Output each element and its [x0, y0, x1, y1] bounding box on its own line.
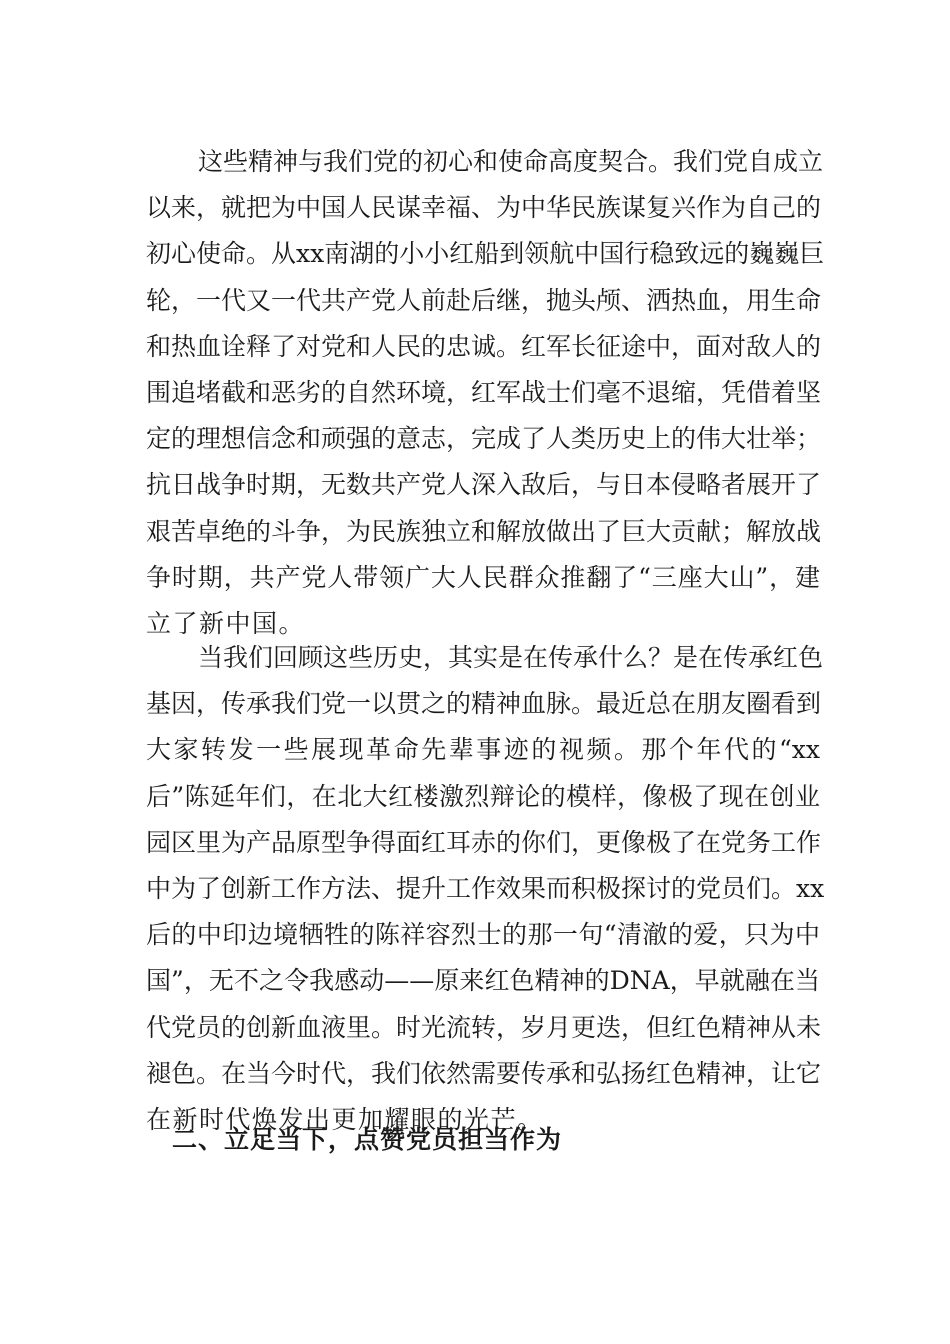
paragraph-line: 国”，无不之令我感动——原来红色精神的DNA，早就融在当 [146, 966, 820, 996]
paragraph-line: 中为了创新工作方法、提升工作效果而积极探讨的党员们。xx [146, 874, 825, 903]
paragraph-line: 争时期，共产党人带领广大人民群众推翻了“三座大山”，建 [146, 562, 820, 592]
paragraph-line: 园区里为产品原型争得面红耳赤的你们，更像极了在党务工作 [146, 827, 822, 857]
paragraph-line: 在新时代焕发出更加耀眼的光芒。 [146, 1105, 544, 1134]
paragraph-line: 艰苦卓绝的斗争，为民族独立和解放做出了巨大贡献；解放战 [146, 516, 822, 546]
paragraph-line: 以来，就把为中国人民谋幸福、为中华民族谋复兴作为自己的 [146, 193, 822, 223]
paragraph-line: 后的中印边境牺牲的陈祥容烈士的那一句“清澈的爱，只为中 [146, 920, 820, 950]
paragraph-line: 立了新中国。 [146, 609, 306, 638]
paragraph-line: 定的理想信念和顽强的意志，完成了人类历史上的伟大壮举； [146, 424, 822, 454]
paragraph-line: 初心使命。从xx南湖的小小红船到领航中国行稳致远的巍巍巨 [146, 239, 825, 269]
paragraph-line: 抗日战争时期，无数共产党人深入敌后，与日本侵略者展开了 [146, 470, 822, 500]
section-heading: 二、立足当下，点赞党员担当作为 [172, 1125, 563, 1154]
paragraph-line: 大家转发一些展现革命先辈事迹的视频。那个年代的“xx [146, 735, 820, 765]
paragraph-line: 褪色。在当今时代，我们依然需要传承和弘扬红色精神，让它 [146, 1058, 822, 1088]
paragraph-line: 代党员的创新血液里。时光流转，岁月更迭，但红色精神从未 [146, 1012, 822, 1042]
paragraph-line: 围追堵截和恶劣的自然环境，红军战士们毫不退缩，凭借着坚 [146, 378, 822, 407]
paragraph-line: 后”陈延年们，在北大红楼激烈辩论的模样，像极了现在创业 [146, 781, 820, 811]
paragraph-line: 基因，传承我们党一以贯之的精神血脉。最近总在朋友圈看到 [146, 689, 822, 719]
paragraph-line: 和热血诠释了对党和人民的忠诚。红军长征途中，面对敌人的 [146, 331, 822, 361]
paragraph-line: 轮，一代又一代共产党人前赴后继，抛头颅、洒热血，用生命 [146, 285, 822, 315]
paragraph-line: 当我们回顾这些历史，其实是在传承什么？是在传承红色 [198, 643, 824, 672]
paragraph-line: 这些精神与我们党的初心和使命高度契合。我们党自成立 [198, 147, 824, 176]
